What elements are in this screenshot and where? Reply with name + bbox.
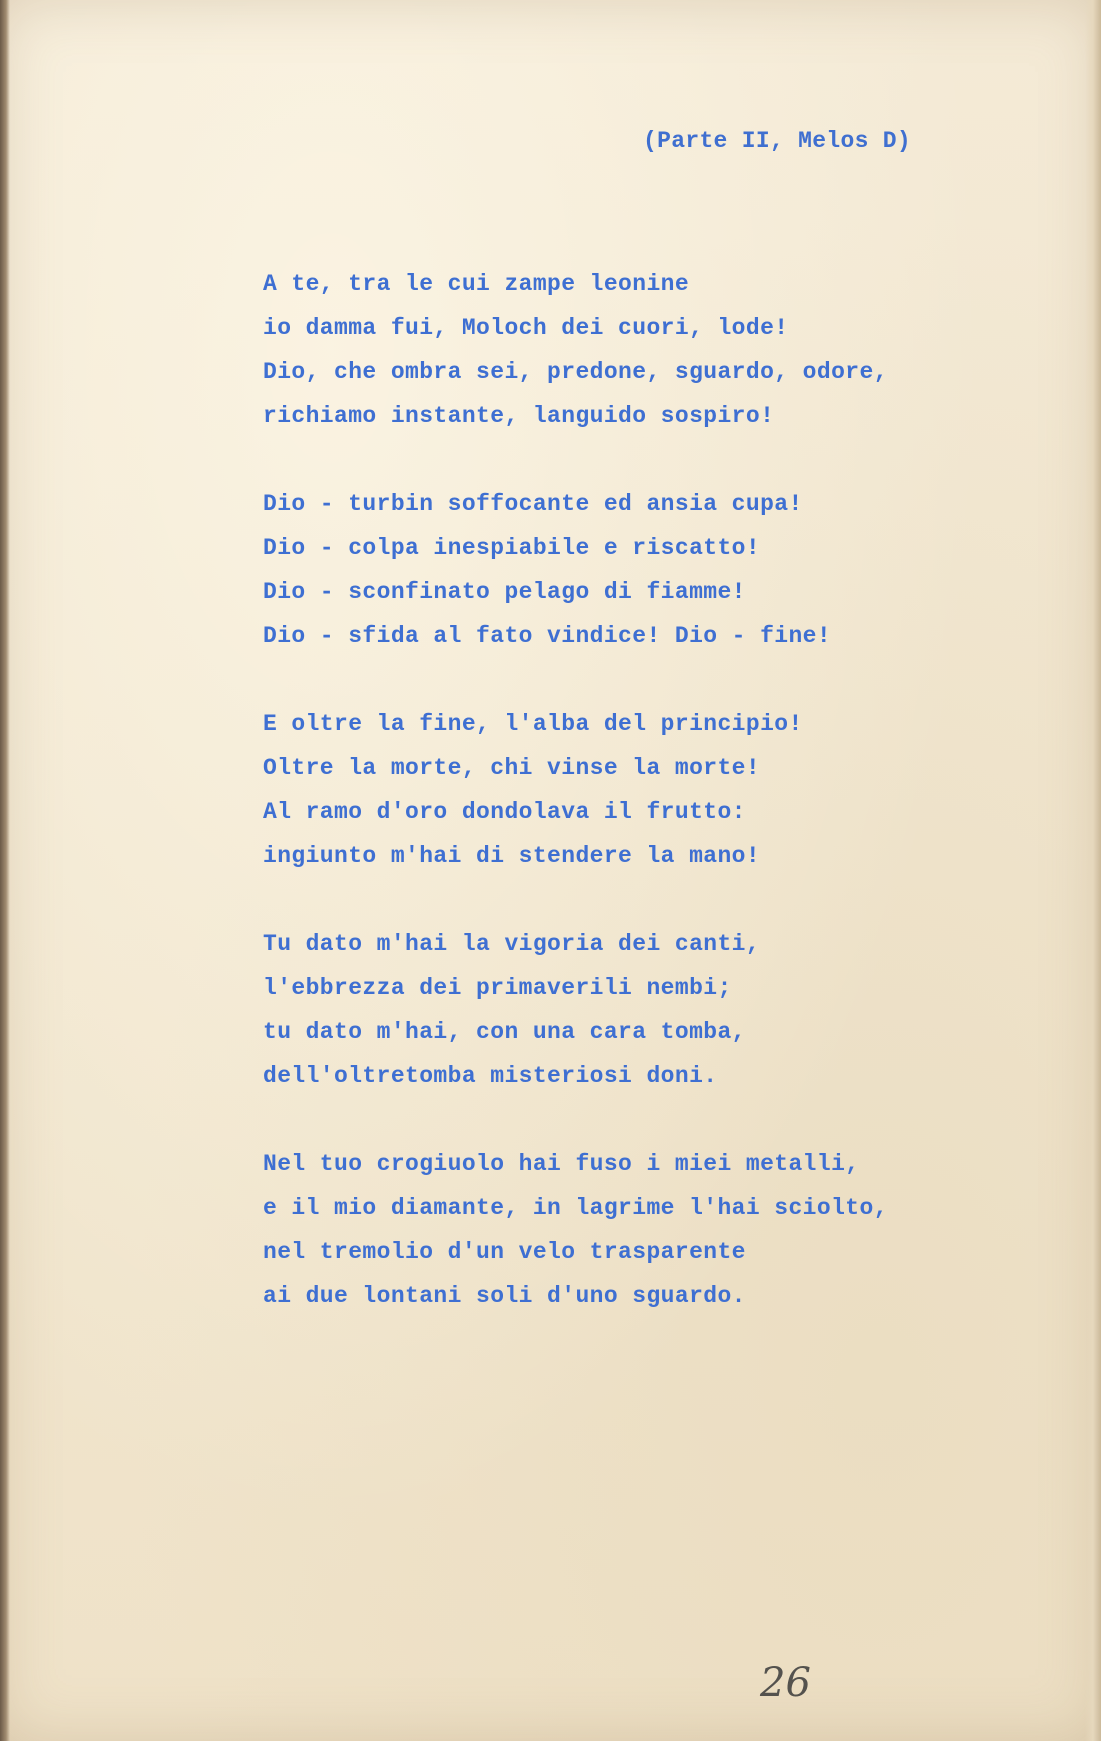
poem-line: ingiunto m'hai di stendere la mano! [263, 843, 761, 869]
poem-line: A te, tra le cui zampe leonine [263, 271, 690, 297]
poem-line: ai due lontani soli d'uno sguardo. [263, 1283, 746, 1309]
poem-line: Dio - sfida al fato vindice! Dio - fine! [263, 623, 832, 649]
stanza [263, 1142, 888, 1318]
poem-line: io damma fui, Moloch dei cuori, lode! [263, 315, 789, 341]
stanza [263, 482, 888, 658]
poem-line: Dio - colpa inespiabile e riscatto! [263, 535, 761, 561]
poem-line: Dio - turbin soffocante ed ansia cupa! [263, 491, 803, 517]
stanza [263, 922, 888, 1098]
page-left-edge [0, 0, 10, 1741]
poem-line: e il mio diamante, in lagrime l'hai sciolto, [263, 1195, 888, 1221]
poem-line: l'ebbrezza dei primaverili nembi; [263, 975, 732, 1001]
poem-line: Oltre la morte, chi vinse la morte! [263, 755, 761, 781]
page-number: 26 [760, 1660, 811, 1706]
poem-line: Tu dato m'hai la vigoria dei canti, [263, 931, 761, 957]
poem-line: dell'oltretomba misteriosi doni. [263, 1063, 718, 1089]
poem-line: Dio, che ombra sei, predone, sguardo, odore, [263, 359, 888, 385]
page-right-edge [1085, 0, 1101, 1741]
section-heading: (Parte II, Melos D) [643, 128, 911, 154]
stanza [263, 262, 888, 438]
poem-line: Nel tuo crogiuolo hai fuso i miei metalli, [263, 1151, 860, 1177]
poem-line: tu dato m'hai, con una cara tomba, [263, 1019, 746, 1045]
poem-body [263, 262, 888, 1362]
poem-line: Dio - sconfinato pelago di fiamme! [263, 579, 746, 605]
poem-line: Al ramo d'oro dondolava il frutto: [263, 799, 746, 825]
poem-line: richiamo instante, languido sospiro! [263, 403, 775, 429]
stanza [263, 702, 888, 878]
poem-line: E oltre la fine, l'alba del principio! [263, 711, 803, 737]
poem-line: nel tremolio d'un velo trasparente [263, 1239, 746, 1265]
